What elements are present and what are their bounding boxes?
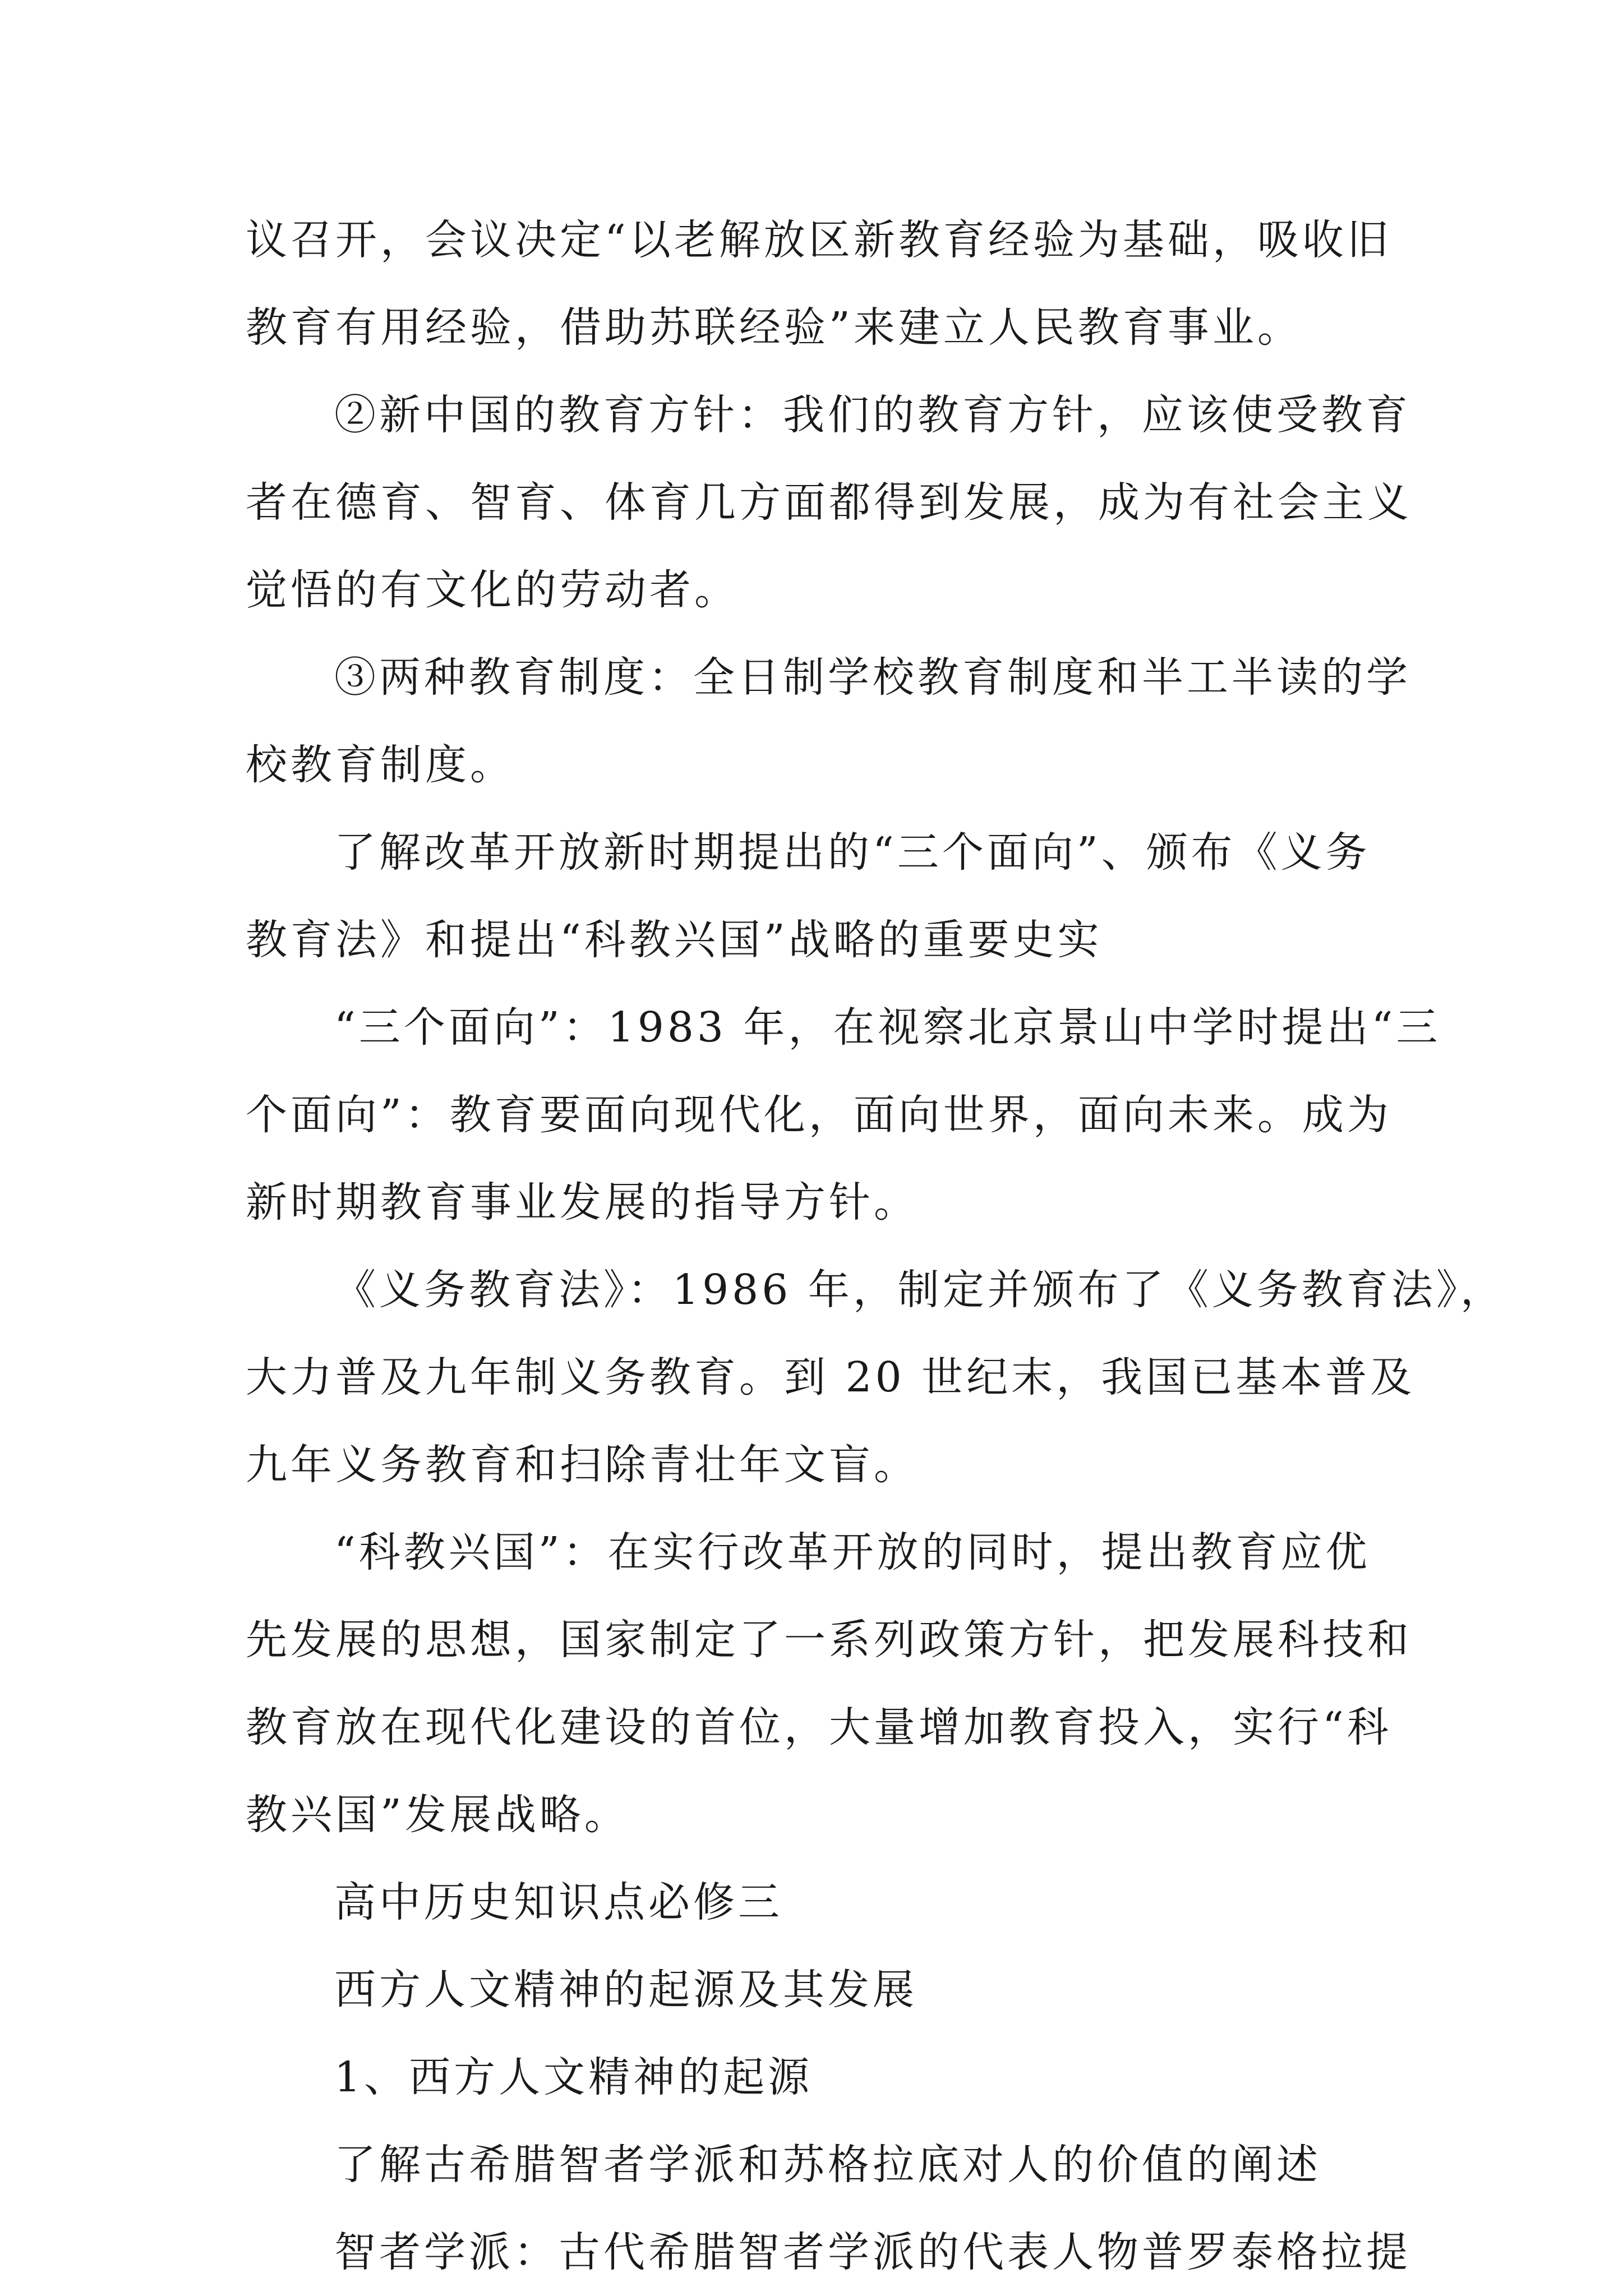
text-line: ②新中国的教育方针：我们的教育方针，应该使受教育 (334, 391, 1411, 439)
text-line: 先发展的思想，国家制定了一系列政策方针，把发展科技和 (246, 1616, 1412, 1664)
section-heading: 高中历史知识点必修三 (334, 1878, 783, 1926)
text-line: 大力普及九年制义务教育。到 20 世纪末，我国已基本普及 (246, 1353, 1415, 1401)
text-line: 校教育制度。 (246, 741, 515, 789)
text-line: “科教兴国”：在实行改革开放的同时，提出教育应优 (334, 1528, 1371, 1576)
text-line: 教育法》和提出“科教兴国”战略的重要史实 (246, 916, 1103, 964)
section-heading: 西方人文精神的起源及其发展 (334, 1966, 917, 2014)
text-line: 个面向”：教育要面向现代化，面向世界，面向未来。成为 (246, 1091, 1392, 1139)
text-line: 教育有用经验，借助苏联经验”来建立人民教育事业。 (246, 303, 1302, 352)
text-line: 议召开，会议决定“以老解放区新教育经验为基础，吸收旧 (246, 216, 1392, 264)
text-line: 智者学派：古代希腊智者学派的代表人物普罗泰格拉提 (334, 2228, 1411, 2276)
text-line: 教育放在现代化建设的首位，大量增加教育投入，实行“科 (246, 1703, 1392, 1751)
text-line: 教兴国”发展战略。 (246, 1791, 629, 1839)
text-line: ③两种教育制度：全日制学校教育制度和半工半读的学 (334, 653, 1411, 702)
text-line: 九年义务教育和扫除青壮年文盲。 (246, 1441, 919, 1489)
text-line: 新时期教育事业发展的指导方针。 (246, 1178, 919, 1227)
section-heading: 1、西方人文精神的起源 (334, 2053, 813, 2101)
text-line: 者在德育、智育、体育几方面都得到发展，成为有社会主义 (246, 478, 1412, 527)
text-line: 觉悟的有文化的劳动者。 (246, 566, 739, 614)
body-text (246, 196, 1505, 2296)
text-line: “三个面向”：1983 年，在视察北京景山中学时提出“三 (334, 1003, 1441, 1052)
text-line: 了解改革开放新时期提出的“三个面向”、颁布《义务 (334, 828, 1371, 877)
text-line: 《义务教育法》：1986 年，制定并颁布了《义务教育法》， (334, 1266, 1505, 1314)
text-line: 了解古希腊智者学派和苏格拉底对人的价值的阐述 (334, 2141, 1321, 2189)
